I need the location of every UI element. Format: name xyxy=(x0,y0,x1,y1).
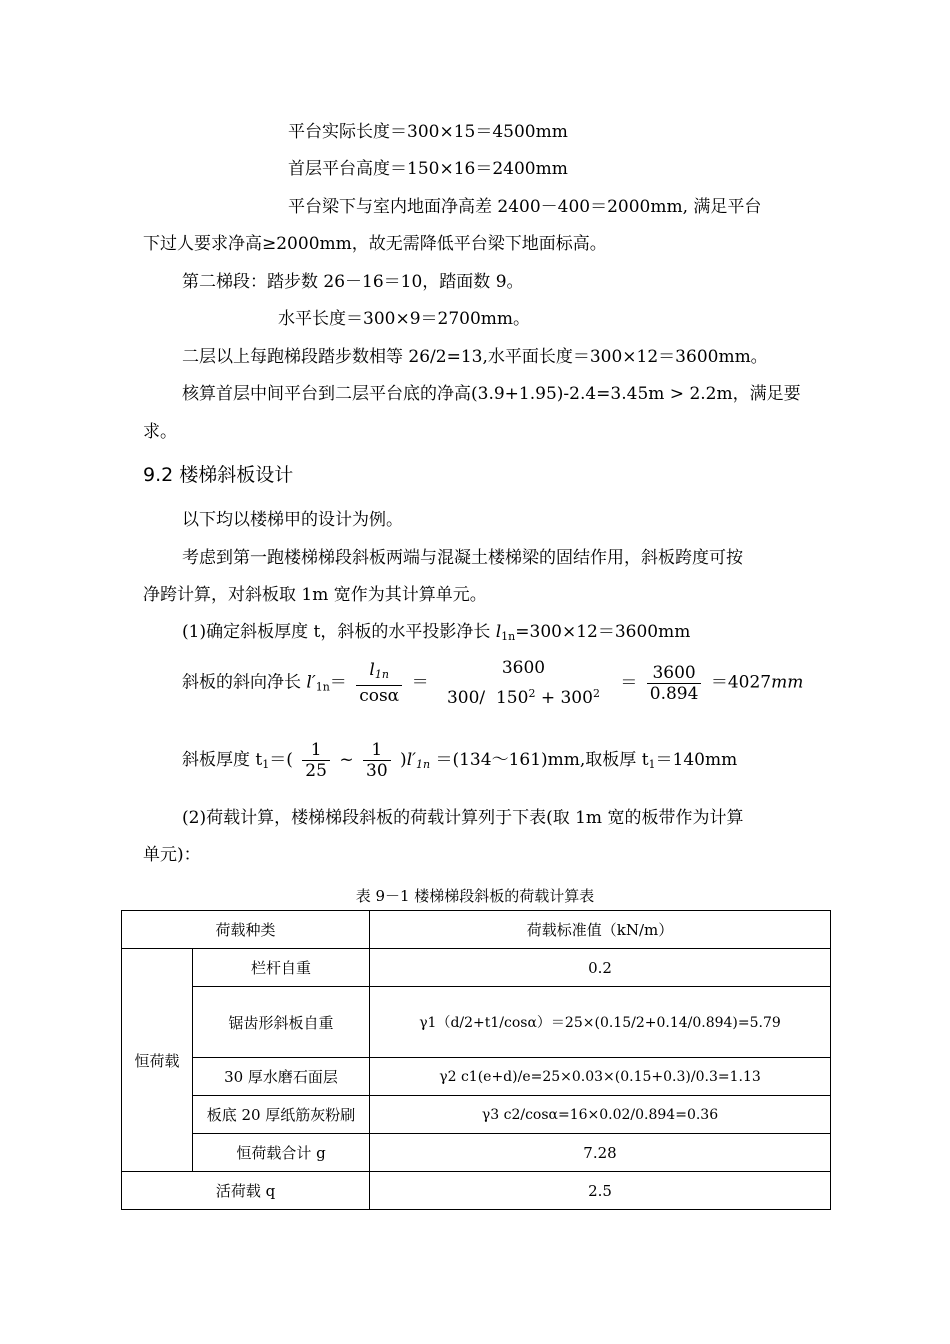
clearance-line-a: 平台梁下与室内地面净高差 2400－400＝2000mm, 满足平台 xyxy=(288,197,762,217)
horizontal-length-line: 水平长度＝300×9＝2700mm。 xyxy=(278,309,531,329)
platform-length-line: 平台实际长度＝300×15＝4500mm xyxy=(288,122,568,142)
clearance-line-b: 下过人要求净高≥2000mm，故无需降低平台梁下地面标高。 xyxy=(143,234,607,254)
table-header-row xyxy=(122,911,831,949)
row-item: 板底 20 厚纸筋灰粉刷 xyxy=(193,1096,370,1134)
row-value: 7.28 xyxy=(370,1134,831,1172)
header-load-type: 荷载种类 xyxy=(122,911,370,949)
row-item: 锯齿形斜板自重 xyxy=(193,987,370,1058)
span-paragraph-b: 净跨计算，对斜板取 1m 宽作为其计算单元。 xyxy=(143,585,487,605)
intro-paragraph: 以下均以楼梯甲的设计为例。 xyxy=(182,510,403,530)
thickness-step-line: (1)确定斜板厚度 t，斜板的水平投影净长 $l_{1n}=300\times 12=3600mm$ xyxy=(182,622,691,643)
header-load-value: 荷载标准值（kN/m） xyxy=(370,911,831,949)
table-caption: 表 9－1 楼梯梯段斜板的荷载计算表 xyxy=(355,887,595,905)
thickness-formula: 斜板厚度 $t_1=$( $\frac{1}{25}$ ~ $\frac{1}{30}$ )$l'_{1n}$ ＝(134～161)mm,取板厚 $t_1=140mm$ xyxy=(182,740,738,781)
live-load-label: 活荷载 q xyxy=(122,1172,370,1210)
section-heading: 9.2 楼梯斜板设计 xyxy=(143,464,294,486)
row-value: 0.2 xyxy=(370,949,831,987)
table-row xyxy=(122,1134,831,1172)
span-paragraph-a: 考虑到第一跑楼梯梯段斜板两端与混凝土楼梯梁的固结作用，斜板跨度可按 xyxy=(182,548,743,568)
live-load-value: 2.5 xyxy=(370,1172,831,1210)
table-row xyxy=(122,1058,831,1096)
load-table xyxy=(121,910,831,1210)
upper-floors-line: 二层以上每跑梯段踏步数相等 26/2=13,水平面长度＝300×12＝3600mm。 xyxy=(182,347,768,367)
check-height-line-a: 核算首层中间平台到二层平台底的净高(3.9+1.95)-2.4=3.45m > 2.2m，满足要 xyxy=(182,384,801,404)
slope-fraction-2: 3600 300/ $150^2 + 300^2$ xyxy=(446,658,600,708)
platform-height-line: 首层平台高度＝150×16＝2400mm xyxy=(288,159,568,179)
thickness-fraction-2: $\frac{1}{30}$ xyxy=(363,740,391,781)
row-item: 恒荷载合计 g xyxy=(193,1134,370,1172)
row-value: γ3 c2/cosα=16×0.02/0.894=0.36 xyxy=(370,1096,831,1134)
second-segment-line: 第二梯段：踏步数 26－16＝10，踏面数 9。 xyxy=(182,272,524,292)
table-row xyxy=(122,1096,831,1134)
load-calc-paragraph-b: 单元)： xyxy=(143,845,201,865)
row-value: γ1（d/2+t1/cosα）＝25×(0.15/2+0.14/0.894)=5.79 xyxy=(370,987,831,1058)
dead-load-label: 恒荷载 xyxy=(122,949,193,1172)
row-item: 30 厚水磨石面层 xyxy=(193,1058,370,1096)
slope-fraction-1: $\frac{l_{1n}}{\cos\alpha}$ xyxy=(356,660,402,706)
row-value: γ2 c1(e+d)/e=25×0.03×(0.15+0.3)/0.3=1.13 xyxy=(370,1058,831,1096)
table-row xyxy=(122,987,831,1058)
table-row xyxy=(122,1172,831,1210)
load-calc-paragraph-a: (2)荷载计算，楼梯梯段斜板的荷载计算列于下表(取 1m 宽的板带作为计算 xyxy=(182,808,744,828)
check-height-line-b: 求。 xyxy=(143,422,177,442)
thickness-fraction-1: $\frac{1}{25}$ xyxy=(302,740,330,781)
row-item: 栏杆自重 xyxy=(193,949,370,987)
table-row xyxy=(122,949,831,987)
slope-length-formula: 斜板的斜向净长 $l'_{1n}=$ $\frac{l_{1n}}{\cos\alpha}$ ＝ 3600 300/ $150^2 + 300^2$ ＝ $\frac{3600}{0.894}$ ＝4027mm xyxy=(182,655,803,711)
slope-fraction-3: $\frac{3600}{0.894}$ xyxy=(647,663,702,704)
